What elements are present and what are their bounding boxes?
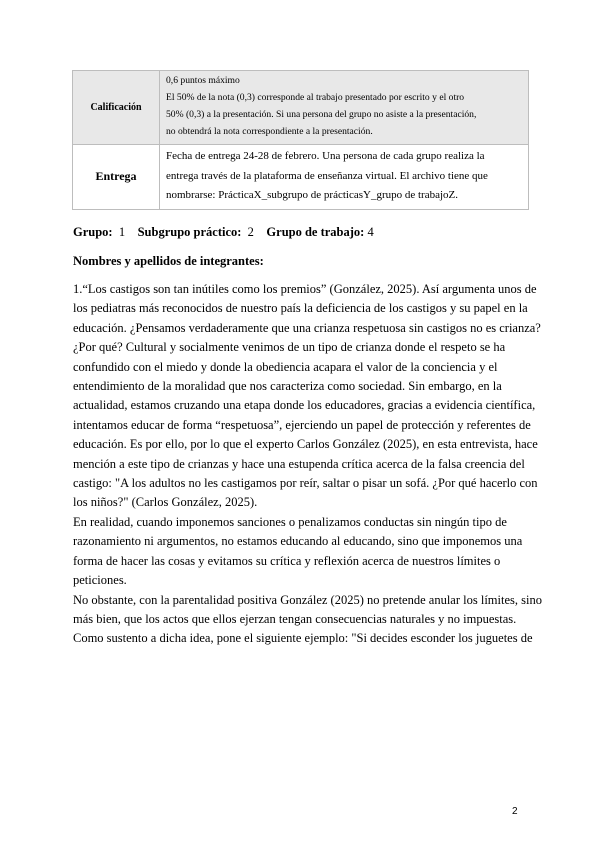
- body-line: razonamiento ni argumentos, no estamos educando al educando, sino que imponemos una: [73, 534, 523, 549]
- body-line: entendimiento de la moralidad que nos caracteriza como sociedad. Sin embargo, en la: [73, 379, 502, 394]
- body-line: educación. ¿Pensamos verdaderamente que una crianza respetuosa sin castigos no es crianza?: [73, 320, 541, 335]
- body-line: En realidad, cuando imponemos sanciones o penalizamos conductas sin ningún tipo de: [73, 514, 507, 529]
- names-heading: Nombres y apellidos de integrantes:: [73, 254, 264, 268]
- body-line: más bien, que los actos que ellos ejerzan tengan consecuencias naturales y no impuestas.: [73, 611, 517, 626]
- body-line: No obstante, con la parentalidad positiva González (2025) no pretende anular los límites, sino: [73, 592, 542, 607]
- subgrupo-value: 2: [247, 225, 254, 239]
- body-line: los pediatras más reconocidos de nuestro país la deficiencia de los castigos y su papel en la: [73, 301, 528, 316]
- body-line: ¿Por qué? Cultural y socialmente venimos de un tipo de crianza donde el respeto se ha: [73, 340, 506, 355]
- grupo-trabajo-label: Grupo de trabajo:: [266, 225, 365, 239]
- body-line: mención a este tipo de crianzas y hace una estupenda crítica acerca de la falsa creencia del: [73, 456, 525, 471]
- entrega-line: entrega través de la plataforma de enseñanza virtual. El archivo tiene que: [166, 169, 488, 182]
- page-number: 2: [512, 806, 518, 817]
- group-info-line: [73, 225, 374, 240]
- entrega-label: Entrega: [73, 145, 160, 210]
- entrega-row: [73, 145, 529, 210]
- calificacion-row: [73, 71, 529, 145]
- calificacion-line: El 50% de la nota (0,3) corresponde al trabajo presentado por escrito y el otro: [166, 92, 465, 103]
- entrega-content: [160, 145, 529, 210]
- body-line: 1.“Los castigos son tan inútiles como los premios” (González, 2025). Así argumenta unos de: [73, 282, 537, 296]
- entrega-line: Fecha de entrega 24-28 de febrero. Una persona de cada grupo realiza la: [166, 150, 485, 162]
- body-line: Como sustento a dicha idea, pone el siguiente ejemplo: "Si decides esconder los juguetes de: [73, 631, 533, 646]
- grupo-label: Grupo:: [73, 225, 113, 239]
- calificacion-label: Calificación: [73, 71, 160, 145]
- body-line: los niños?" (Carlos González, 2025).: [73, 495, 258, 510]
- grupo-trabajo-value: 4: [367, 225, 374, 239]
- body-text: [73, 280, 542, 649]
- body-line: forma de hacer las cosas y evitamos su crítica y reflexión acerca de nuestros límites o: [73, 553, 501, 568]
- entrega-line: nombrarse: PrácticaX_subgrupo de prácticasY_grupo de trabajoZ.: [166, 189, 459, 201]
- calificacion-line: 50% (0,3) a la presentación. Si una persona del grupo no asiste a la presentación,: [166, 109, 477, 120]
- assignment-info-table: [72, 70, 529, 210]
- body-line: castigo: "A los adultos no les castigamos por reír, saltar o pisar un sofá. ¿Por qué hacerlo con: [73, 476, 538, 491]
- body-line: actualidad, estamos cruzando una etapa donde los educadores, gracias a evidencia científica,: [73, 398, 536, 413]
- subgrupo-label: Subgrupo práctico:: [137, 225, 242, 239]
- calificacion-line: no obtendrá la nota correspondiente a la presentación.: [166, 126, 373, 137]
- calificacion-line: 0,6 puntos máximo: [166, 75, 240, 86]
- body-line: intentamos educar de forma “respetuosa”, ejerciendo un papel de protección y referentes de: [73, 417, 531, 432]
- calificacion-content: [160, 71, 529, 145]
- body-line: confundido con el miedo y donde la obediencia acapara el valor de la conciencia y el: [73, 359, 498, 374]
- grupo-value: 1: [118, 225, 126, 239]
- body-line: educación. Es por ello, por lo que el experto Carlos González (2025), en esta entrevista, hace: [73, 437, 538, 452]
- body-line: peticiones.: [73, 573, 127, 588]
